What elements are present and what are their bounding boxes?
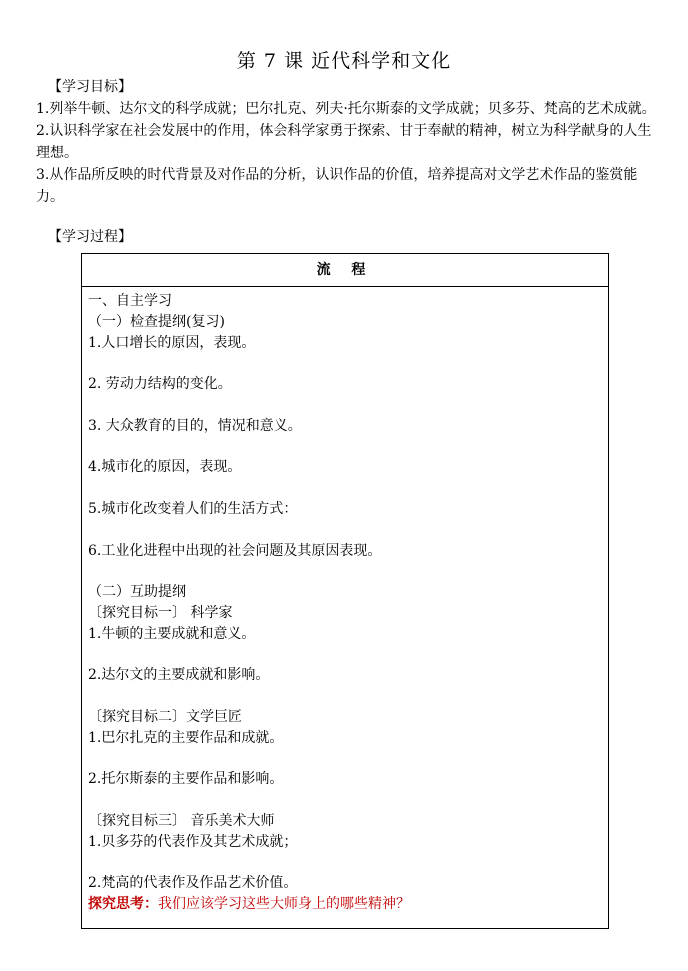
list-item: 2.达尔文的主要成就和影响。 — [88, 667, 270, 683]
list-item: 2.梵高的代表作及作品艺术价值。 — [88, 875, 298, 891]
think-text: 我们应该学习这些大师身上的哪些精神？ — [158, 896, 410, 912]
list-item: 2.托尔斯泰的主要作品和影响。 — [88, 771, 284, 787]
goal-item: 2.认识科学家在社会发展中的作用，体会科学家勇于探索、甘于奉献的精神，树立为科学献身的人生理想。 — [36, 123, 652, 161]
think-prompt — [88, 893, 410, 913]
list-item: 1.贝多芬的代表作及其艺术成就； — [88, 834, 298, 850]
table-header: 流 程 — [82, 254, 608, 287]
list-item: 1.牛顿的主要成就和意义。 — [88, 626, 256, 642]
list-item: 1.人口增长的原因，表现。 — [88, 335, 256, 351]
list-item: （一）检查提纲(复习) — [88, 314, 225, 330]
list-item: 4.城市化的原因，表现。 — [88, 459, 242, 475]
list-item: 2. 劳动力结构的变化。 — [88, 376, 232, 392]
list-item: 5.城市化改变着人们的生活方式： — [88, 501, 298, 517]
list-item: 1.巴尔扎克的主要作品和成就。 — [88, 730, 284, 746]
list-item: 〔探究目标一〕 科学家 — [88, 605, 233, 621]
process-table — [81, 253, 609, 929]
list-item: （二）互助提纲 — [88, 584, 186, 600]
list-item: 〔探究目标二〕文学巨匠 — [88, 709, 242, 725]
list-item: 6.工业化进程中出现的社会问题及其原因表现。 — [88, 543, 382, 559]
list-item: 〔探究目标三〕 音乐美术大师 — [88, 813, 275, 829]
page-title: 第 7 课 近代科学和文化 — [236, 50, 452, 72]
list-item: 一、自主学习 — [88, 293, 172, 309]
think-label: 探究思考： — [88, 896, 158, 912]
goals-heading: 【学习目标】 — [48, 79, 132, 95]
goal-item: 1.列举牛顿、达尔文的科学成就；巴尔扎克、列夫·托尔斯泰的文学成就；贝多芬、梵高的艺术成就。 — [36, 101, 656, 117]
goal-item: 3.从作品所反映的时代背景及对作品的分析，认识作品的价值，培养提高对文学艺术作品的鉴赏能力。 — [36, 167, 638, 205]
process-heading: 【学习过程】 — [48, 229, 132, 245]
list-item: 3. 大众教育的目的，情况和意义。 — [88, 418, 302, 434]
goals-list — [36, 98, 656, 208]
